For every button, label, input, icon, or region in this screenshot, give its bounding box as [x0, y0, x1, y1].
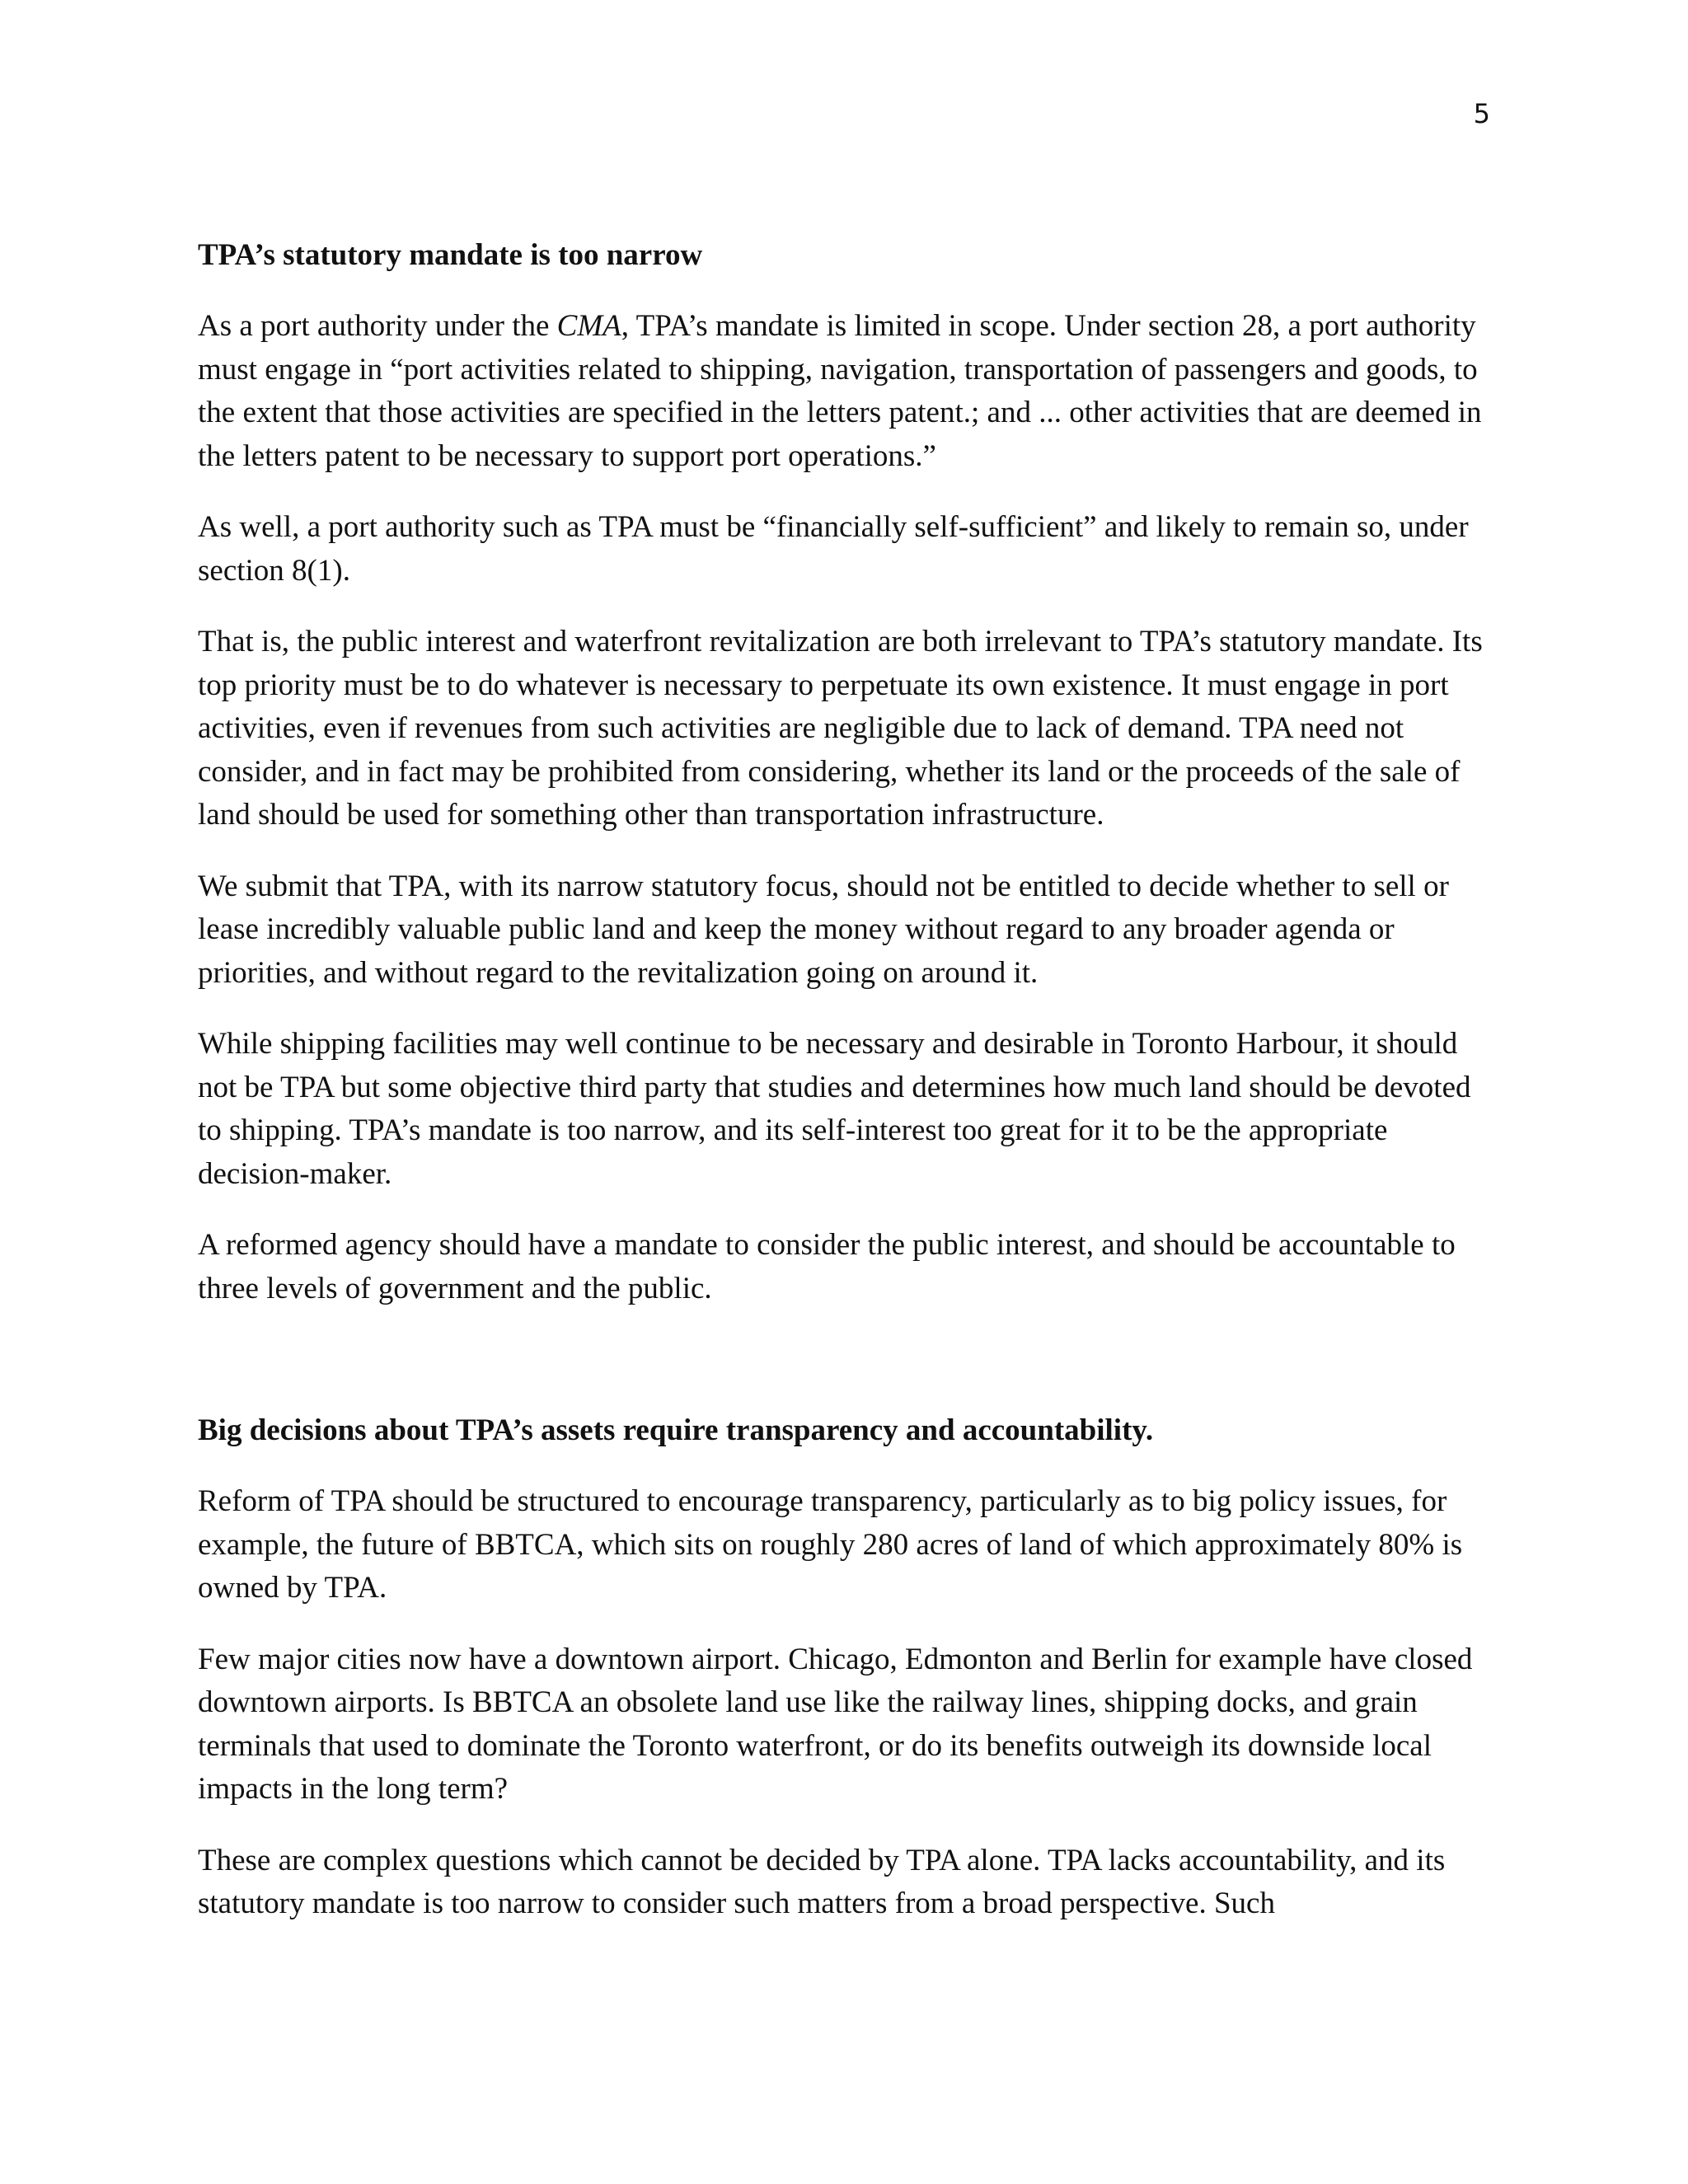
- paragraph-text: , TPA’s mandate is limited in scope. Under section 28, a port authority must engage in “port activities related to shipping, navigation, transportation of passengers and goods, to the extent that those activities are specified in the letters patent.; and ... other activities that are deemed in the letters patent to be necessary to support port operations.”: [198, 309, 1482, 473]
- section-spacer: [198, 1338, 1500, 1409]
- document-body: [198, 234, 1500, 1954]
- section-heading-transparency: Big decisions about TPA’s assets require transparency and accountability.: [198, 1413, 1154, 1447]
- paragraph-complex-questions: These are complex questions which cannot be decided by TPA alone. TPA lacks accountability, and its statutory mandate is too narrow to consider such matters from a broad perspective. Such: [198, 1843, 1446, 1920]
- paragraph-reform-transparency: Reform of TPA should be structured to encourage transparency, particularly as to big policy issues, for example, the future of BBTCA, which sits on roughly 280 acres of land of which approximately 80% is owned by TPA.: [198, 1484, 1463, 1605]
- paragraph-cma-mandate: [198, 305, 1500, 478]
- paragraph-submission: We submit that TPA, with its narrow statutory focus, should not be entitled to decide whether to sell or lease incredibly valuable public land and keep the money without regard to any broader agenda or priorities, and without regard to the revitalization going on around it.: [198, 869, 1449, 990]
- paragraph-public-interest: That is, the public interest and waterfront revitalization are both irrelevant to TPA’s statutory mandate. Its top priority must be to do whatever is necessary to perpetuate its own existence. It must engage in port activities, even if revenues from such activities are negligible due to lack of demand. TPA need not consider, and in fact may be prohibited from considering, whether its land or the proceeds of the sale of land should be used for something other than transportation infrastructure.: [198, 625, 1483, 832]
- cma-italic-term: CMA: [556, 309, 621, 343]
- section-heading-mandate: TPA’s statutory mandate is too narrow: [198, 238, 703, 272]
- paragraph-reformed-agency: A reformed agency should have a mandate to consider the public interest, and should be accountable to three levels of government and the public.: [198, 1228, 1456, 1305]
- page-number: 5: [1473, 98, 1490, 129]
- paragraph-self-sufficient: As well, a port authority such as TPA must be “financially self-sufficient” and likely to remain so, under section 8(1).: [198, 510, 1469, 588]
- paragraph-downtown-airports: Few major cities now have a downtown airport. Chicago, Edmonton and Berlin for example have closed downtown airports. Is BBTCA an obsolete land use like the railway lines, shipping docks, and grain terminals that used to dominate the Toronto waterfront, or do its benefits outweigh its downside local impacts in the long term?: [198, 1642, 1473, 1806]
- paragraph-text: As a port authority under the: [198, 309, 557, 343]
- paragraph-shipping-facilities: While shipping facilities may well continue to be necessary and desirable in Toronto Harbour, it should not be TPA but some objective third party that studies and determines how much land should be devoted to shipping. TPA’s mandate is too narrow, and its self-interest too great for it to be the appropriate decision-maker.: [198, 1027, 1471, 1191]
